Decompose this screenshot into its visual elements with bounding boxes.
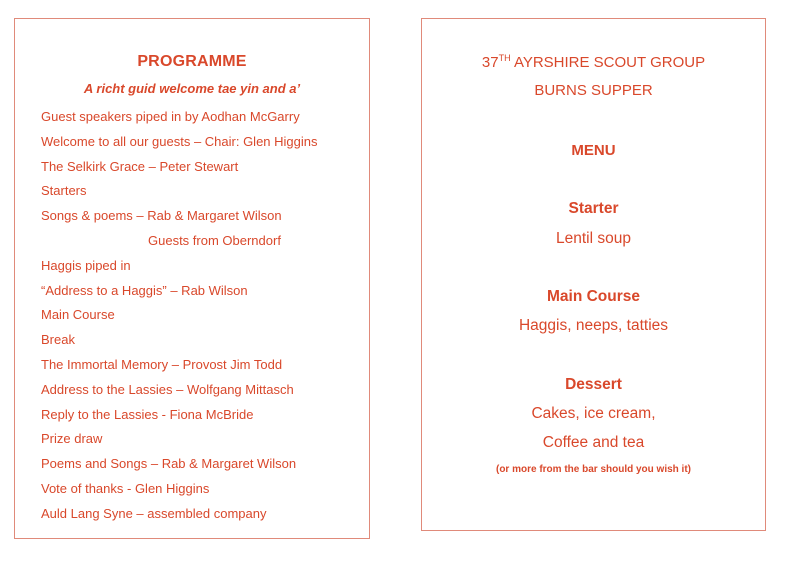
- programme-item: Songs & poems – Rab & Margaret Wilson: [41, 208, 282, 224]
- bar-note: (or more from the bar should you wish it): [495, 464, 691, 475]
- programme-item: Welcome to all our guests – Chair: Glen Higgins: [41, 133, 318, 149]
- starter-title: Starter: [568, 200, 619, 217]
- menu-card: [421, 18, 766, 531]
- programme-item: Guest speakers piped in by Aodhan McGarry: [41, 109, 300, 124]
- menu-heading: MENU: [571, 142, 616, 159]
- programme-item: Auld Lang Syne – assembled company: [41, 505, 267, 521]
- programme-item: Haggis piped in: [41, 257, 131, 273]
- main-course-dish: Haggis, neeps, tatties: [518, 317, 669, 334]
- programme-subtitle: A richt guid welcome tae yin and a’: [83, 81, 301, 96]
- programme-item: The Selkirk Grace – Peter Stewart: [41, 158, 239, 174]
- organisation-title: AYRSHIRE SCOUT GROUP: [513, 54, 706, 71]
- programme-item: Starters: [41, 183, 87, 199]
- dessert-line-2: Coffee and tea: [542, 434, 645, 451]
- programme-item: “Address to a Haggis” – Rab Wilson: [41, 282, 248, 298]
- programme-card: [14, 18, 370, 539]
- programme-item: Reply to the Lassies - Fiona McBride: [41, 406, 254, 422]
- event-title: BURNS SUPPER: [534, 82, 653, 99]
- dessert-title: Dessert: [565, 376, 622, 393]
- organisation-name: [422, 53, 765, 71]
- organisation-number-suffix: TH: [498, 53, 511, 63]
- programme-item: Main Course: [41, 307, 115, 323]
- programme-item: Vote of thanks - Glen Higgins: [41, 480, 210, 496]
- dessert-line-1: Cakes, ice cream,: [531, 405, 656, 422]
- starter-dish: Lentil soup: [556, 230, 631, 247]
- programme-title: PROGRAMME: [137, 53, 247, 70]
- programme-item: Break: [41, 332, 75, 348]
- programme-list: [41, 108, 318, 530]
- organisation-number: 37: [481, 54, 499, 71]
- programme-item: Prize draw: [41, 431, 103, 447]
- programme-item: Poems and Songs – Rab & Margaret Wilson: [41, 456, 297, 472]
- programme-item: Address to the Lassies – Wolfgang Mittasch: [41, 381, 294, 397]
- programme-item: The Immortal Memory – Provost Jim Todd: [41, 356, 283, 372]
- main-course-title: Main Course: [546, 288, 640, 305]
- programme-item: Guests from Oberndorf: [148, 232, 281, 248]
